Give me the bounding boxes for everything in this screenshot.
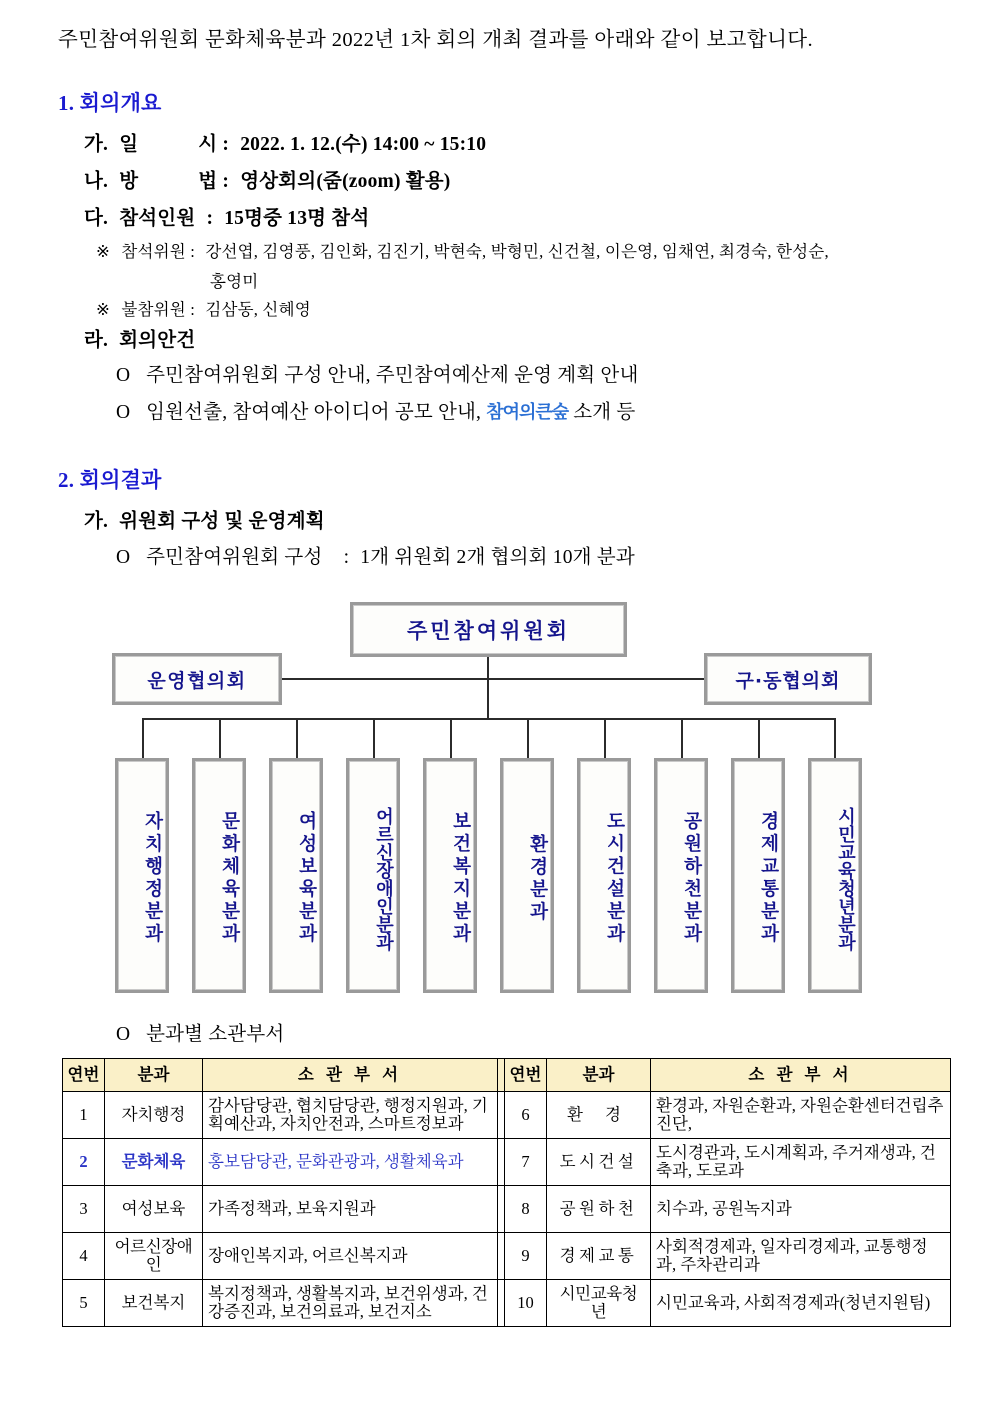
absentees-note-label: 불참위원 : (121, 300, 196, 319)
row-separator (498, 1280, 505, 1327)
row-separator (498, 1186, 505, 1233)
org-drop-1 (142, 718, 144, 758)
departments-bullet-label: 분과별 소관부서 (146, 1024, 285, 1045)
org-connector-bus (142, 718, 834, 720)
org-box-subcommittee-8-label: 공원하천분과 (657, 761, 705, 990)
item-marker-ra: 라. (84, 330, 109, 351)
org-box-subcommittee-4 (346, 758, 400, 993)
cell-dept-8: 치수과, 공원녹지과 (651, 1186, 951, 1233)
org-connector-left (282, 678, 488, 680)
table-header-row (63, 1059, 951, 1092)
cell-no-2: 2 (63, 1139, 105, 1186)
org-box-main-committee (350, 602, 627, 657)
department-table-container (62, 1058, 950, 1327)
cell-div-3: 여성보육 (105, 1186, 203, 1233)
org-box-subcommittee-6-label: 환경분과 (503, 761, 551, 990)
bullet-circle-icon: O (116, 547, 131, 568)
header-div-right: 분과 (547, 1059, 651, 1092)
cell-div-5: 보건복지 (105, 1280, 203, 1327)
org-drop-7 (604, 718, 606, 758)
org-drop-5 (450, 718, 452, 758)
org-box-subcommittee-5 (423, 758, 477, 993)
item-marker-ga: 가. (84, 134, 109, 155)
cell-no-5: 5 (63, 1280, 105, 1327)
attendees-note-label: 참석위원 : (121, 242, 196, 261)
cell-dept-1: 감사담당관, 협치담당관, 행정지원과, 기획예산과, 자치안전과, 스마트정보과 (203, 1092, 498, 1139)
org-box-subcommittee-10 (808, 758, 862, 993)
cell-no-1: 1 (63, 1092, 105, 1139)
agenda-bullet-1-text: 주민참여위원회 구성 안내, 주민참여예산제 운영 계획 안내 (146, 365, 639, 386)
org-box-subcommittee-7 (577, 758, 631, 993)
absentees-note-value: 김삼동, 신혜영 (205, 300, 311, 319)
committee-plan-label: 위원회 구성 및 운영계획 (119, 511, 325, 532)
absentees-note-row (96, 296, 311, 320)
org-box-operating-council (112, 653, 282, 705)
item-label-date: 일 (119, 134, 139, 155)
agenda-bullet-2-suffix: 소개 등 (573, 402, 636, 423)
meeting-datetime-row (84, 128, 486, 156)
table-row (63, 1139, 951, 1186)
attendees-note-overflow: 홍영미 (210, 272, 259, 291)
cell-no-9: 9 (505, 1233, 547, 1280)
row-separator (498, 1139, 505, 1186)
attendance-count-row (84, 202, 369, 230)
cell-div-1: 자치행정 (105, 1092, 203, 1139)
intro-paragraph: 주민참여위원회 문화체육분과 2022년 1차 회의 개최 결과를 아래와 같이 보고합니다. (58, 29, 813, 51)
cell-div-2: 문화체육 (105, 1139, 203, 1186)
table-row (63, 1233, 951, 1280)
table-row (63, 1186, 951, 1233)
cell-dept-7: 도시경관과, 도시계획과, 주거재생과, 건축과, 도로과 (651, 1139, 951, 1186)
cell-no-6: 6 (505, 1092, 547, 1139)
meeting-method-value: 영상회의(줌(zoom) 활용) (240, 171, 451, 192)
cell-div-4: 어르신장애인 (105, 1233, 203, 1280)
agenda-bullet-1 (116, 359, 639, 387)
header-div-left: 분과 (105, 1059, 203, 1092)
org-box-subcommittee-3 (269, 758, 323, 993)
org-box-subcommittee-7-label: 도시건설분과 (580, 761, 628, 990)
cell-div-7: 도시건설 (547, 1139, 651, 1186)
item-label-attendance: 참석인원 (119, 208, 196, 229)
org-drop-6 (527, 718, 529, 758)
org-drop-3 (296, 718, 298, 758)
org-box-district-council-label: 구·동협의회 (707, 656, 869, 702)
header-dept-left: 소 관 부 서 (203, 1059, 498, 1092)
agenda-bullet-2-prefix: 임원선출, 참여예산 아이디어 공모 안내, (146, 402, 487, 423)
cell-no-8: 8 (505, 1186, 547, 1233)
cell-div-9: 경제교통 (547, 1233, 651, 1280)
item-marker-ga2: 가. (84, 511, 109, 532)
org-connector-right (487, 678, 705, 680)
org-drop-4 (373, 718, 375, 758)
section-2-heading: 2. 회의결과 (58, 468, 162, 492)
org-drop-10 (834, 718, 836, 758)
item-label-method-2: 법 (198, 171, 218, 192)
department-table (62, 1058, 951, 1327)
org-connector-vertical-main (487, 657, 489, 718)
cell-dept-4: 장애인복지과, 어르신복지과 (203, 1233, 498, 1280)
header-no-left: 연번 (63, 1059, 105, 1092)
org-box-subcommittee-1 (115, 758, 169, 993)
item-sep-2: : (222, 171, 230, 192)
cell-no-4: 4 (63, 1233, 105, 1280)
cell-dept-5: 복지정책과, 생활복지과, 보건위생과, 건강증진과, 보건의료과, 보건지소 (203, 1280, 498, 1327)
bullet-circle-icon: O (116, 402, 131, 423)
bullet-circle-icon: O (116, 365, 131, 386)
cell-dept-2: 홍보담당관, 문화관광과, 생활체육과 (203, 1139, 498, 1186)
org-box-subcommittee-4-label: 어르신장애인분과 (349, 761, 397, 990)
org-box-subcommittee-2-label: 문화체육분과 (195, 761, 243, 990)
committee-org-chart (112, 598, 872, 998)
item-sep-3: : (206, 208, 214, 229)
org-box-subcommittee-9 (731, 758, 785, 993)
item-label-method: 방 (119, 171, 139, 192)
org-box-subcommittee-10-label: 시민교육청년분과 (811, 761, 859, 990)
note-mark-1: ※ (96, 242, 111, 261)
bullet-circle-icon: O (116, 1024, 131, 1045)
org-box-main-committee-label: 주민참여위원회 (353, 605, 624, 654)
org-drop-9 (758, 718, 760, 758)
org-drop-2 (219, 718, 221, 758)
meeting-method-row (84, 165, 451, 193)
cell-no-3: 3 (63, 1186, 105, 1233)
item-marker-na: 나. (84, 171, 109, 192)
org-box-operating-council-label: 운영협의회 (115, 656, 279, 702)
cell-dept-6: 환경과, 자원순환과, 자원순환센터건립추진단, (651, 1092, 951, 1139)
table-row (63, 1280, 951, 1327)
row-separator (498, 1233, 505, 1280)
table-row (63, 1092, 951, 1139)
meeting-datetime-value: 2022. 1. 12.(수) 14:00 ~ 15:10 (240, 134, 487, 155)
cell-no-10: 10 (505, 1280, 547, 1327)
committee-structure-value: 1개 위원회 2개 협의회 10개 분과 (360, 547, 635, 568)
item-marker-da: 다. (84, 208, 109, 229)
header-no-right: 연번 (505, 1059, 547, 1092)
row-separator (498, 1092, 505, 1139)
header-dept-right: 소 관 부 서 (651, 1059, 951, 1092)
agenda-heading-row (84, 324, 195, 352)
cell-dept-3: 가족정책과, 보육지원과 (203, 1186, 498, 1233)
item-label-date-2: 시 (198, 134, 218, 155)
cell-dept-9: 사회적경제과, 일자리경제과, 교통행정과, 주차관리과 (651, 1233, 951, 1280)
org-box-district-council (704, 653, 872, 705)
agenda-heading-label: 회의안건 (119, 330, 196, 351)
table-center-separator (498, 1059, 505, 1092)
org-box-subcommittee-1-label: 자치행정분과 (118, 761, 166, 990)
cell-no-7: 7 (505, 1139, 547, 1186)
cell-div-10: 시민교육청년 (547, 1280, 651, 1327)
committee-plan-row (84, 505, 325, 533)
departments-bullet-row (116, 1018, 284, 1046)
org-box-subcommittee-8 (654, 758, 708, 993)
committee-structure-label: 주민참여위원회 구성 (146, 547, 323, 568)
attendance-count-value: 15명중 13명 참석 (224, 208, 370, 229)
org-box-subcommittee-2 (192, 758, 246, 993)
cell-div-8: 공원하천 (547, 1186, 651, 1233)
attendees-note-row (96, 238, 829, 262)
cell-div-6: 환 경 (547, 1092, 651, 1139)
chamyeo-bigforest-logo: 참여의큰숲 (486, 402, 569, 423)
org-box-subcommittee-3-label: 여성보육분과 (272, 761, 320, 990)
committee-structure-row (116, 541, 635, 569)
org-drop-8 (681, 718, 683, 758)
committee-structure-sep: : (343, 547, 350, 568)
item-sep-1: : (222, 134, 230, 155)
org-box-subcommittee-5-label: 보건복지분과 (426, 761, 474, 990)
agenda-bullet-2 (116, 396, 635, 424)
org-box-subcommittee-6 (500, 758, 554, 993)
attendees-note-value: 강선엽, 김영풍, 김인화, 김진기, 박현숙, 박형민, 신건철, 이은영, 임채연, 최경숙, 한성순, (205, 242, 829, 261)
section-1-heading: 1. 회의개요 (58, 91, 162, 115)
cell-dept-10: 시민교육과, 사회적경제과(청년지원팀) (651, 1280, 951, 1327)
note-mark-2: ※ (96, 300, 111, 319)
org-box-subcommittee-9-label: 경제교통분과 (734, 761, 782, 990)
